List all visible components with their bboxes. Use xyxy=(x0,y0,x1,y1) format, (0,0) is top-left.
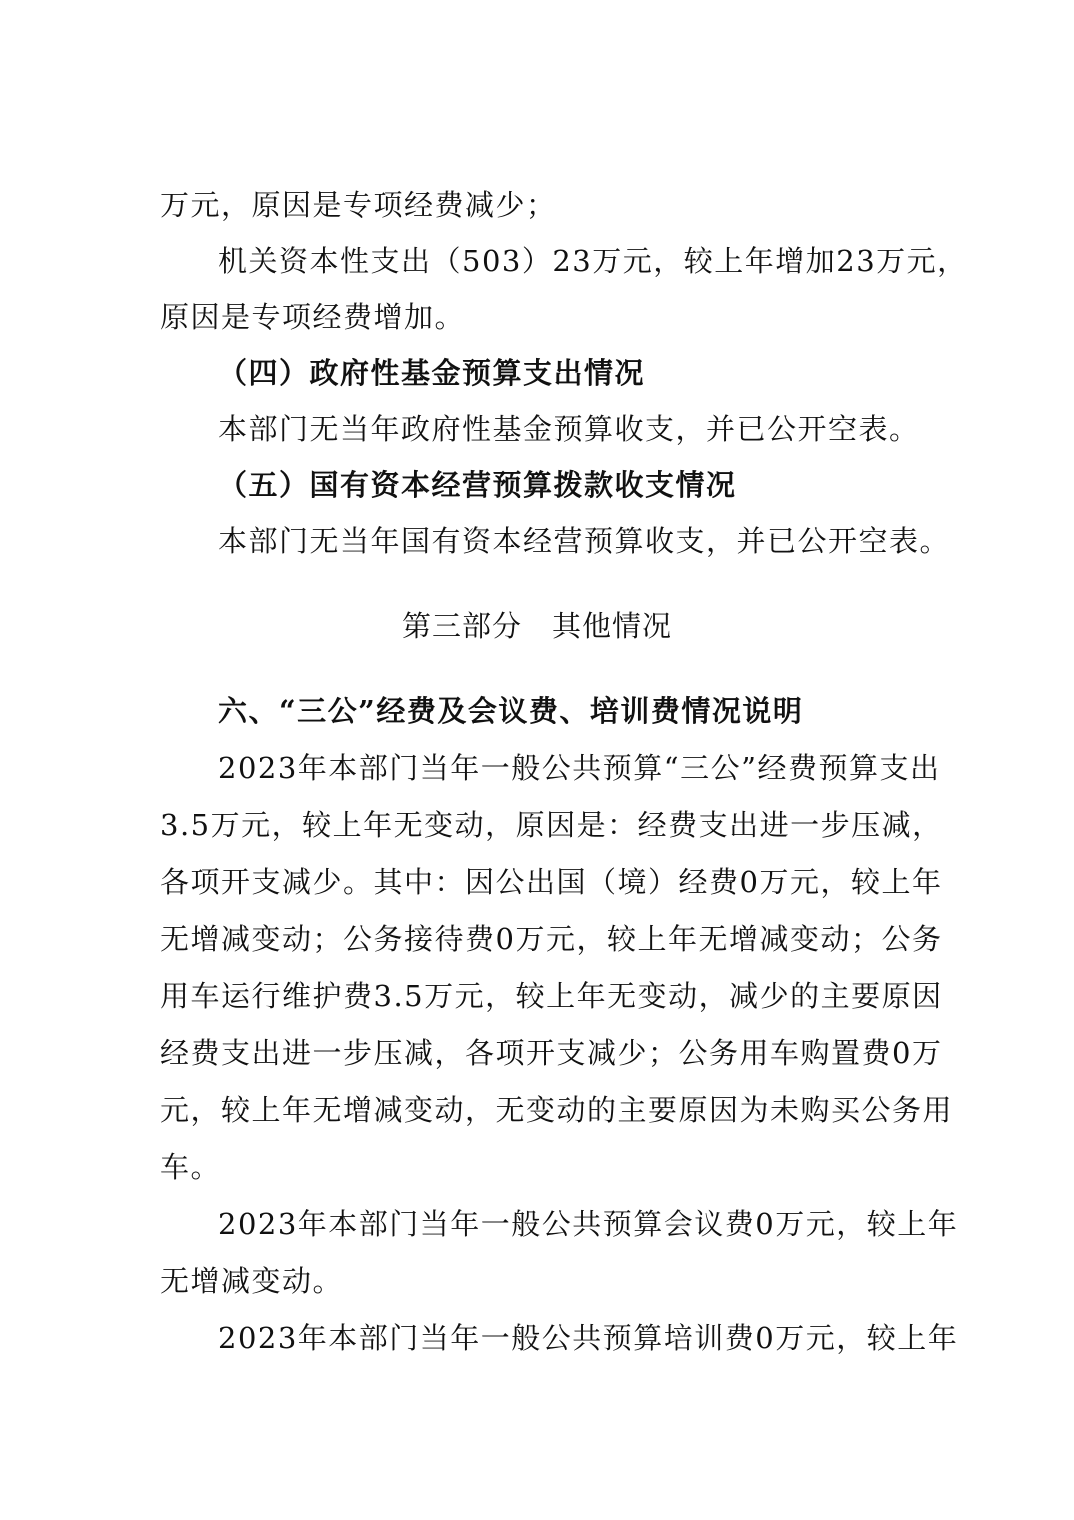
paragraph-line: 经费支出进一步压减，各项开支减少；公务用车购置费0万 xyxy=(160,1036,943,1070)
paragraph-line: 用车运行维护费3.5万元，较上年无变动，减少的主要原因 xyxy=(160,979,943,1013)
paragraph-line: 2023年本部门当年一般公共预算会议费0万元，较上年 xyxy=(218,1207,959,1241)
paragraph-line: 各项开支减少。其中：因公出国（境）经费0万元，较上年 xyxy=(160,865,943,899)
paragraph-line: 车。 xyxy=(160,1150,222,1184)
paragraph-line: 3.5万元，较上年无变动，原因是：经费支出进一步压减， xyxy=(160,808,943,842)
section-heading: 六、“三公”经费及会议费、培训费情况说明 xyxy=(218,694,804,728)
paragraph-line: 无增减变动。 xyxy=(160,1264,344,1298)
paragraph-line: 2023年本部门当年一般公共预算培训费0万元，较上年 xyxy=(218,1321,959,1355)
paragraph-line: 机关资本性支出（503）23万元，较上年增加23万元， xyxy=(218,244,968,278)
paragraph-line: 2023年本部门当年一般公共预算“三公”经费预算支出 xyxy=(218,751,941,785)
section-heading: （五）国有资本经营预算拨款收支情况 xyxy=(218,468,737,502)
paragraph-line: 元，较上年无增减变动，无变动的主要原因为未购买公务用 xyxy=(160,1093,954,1127)
paragraph-line: 无增减变动；公务接待费0万元，较上年无增减变动；公务 xyxy=(160,922,943,956)
paragraph-line: 本部门无当年政府性基金预算收支，并已公开空表。 xyxy=(218,412,920,446)
part-heading: 第三部分 其他情况 xyxy=(401,609,672,643)
paragraph-line: 万元，原因是专项经费减少； xyxy=(160,188,557,222)
section-heading: （四）政府性基金预算支出情况 xyxy=(218,356,646,390)
paragraph-line: 本部门无当年国有资本经营预算收支，并已公开空表。 xyxy=(218,524,951,558)
paragraph-line: 原因是专项经费增加。 xyxy=(160,300,466,334)
